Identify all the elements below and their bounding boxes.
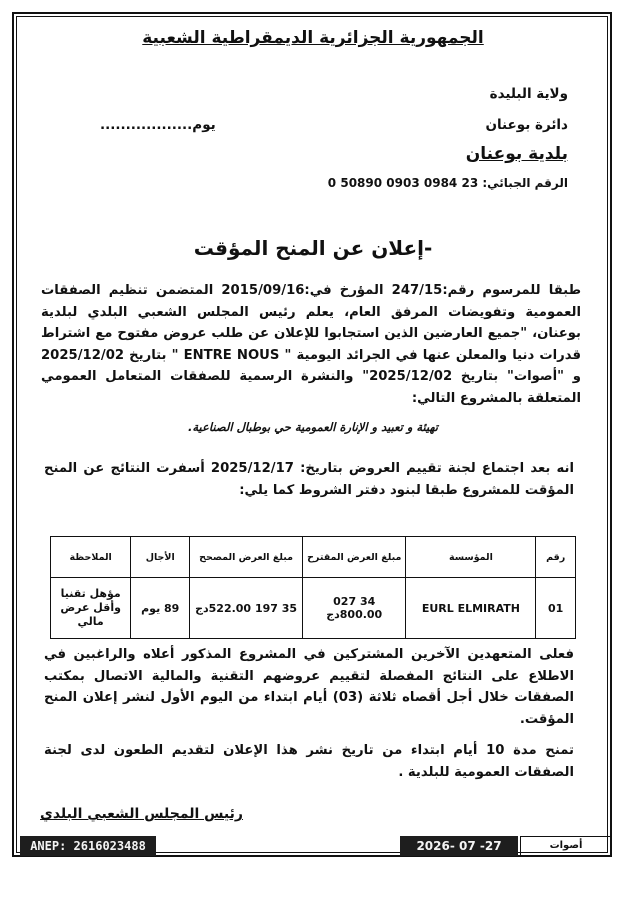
project-name: تهيئة و تعبيد و الإنارة العمومية حي بوطبال الصناعية.: [188, 420, 438, 434]
header-num: رقم: [536, 537, 576, 578]
announcement-title: -إعلان عن المنح المؤقت: [193, 236, 433, 260]
invite-paragraph: فعلى المتعهدين الآخرين المشتركين في المشروع المذكور أعلاه والراغبين في الاطلاع على النتائج المفصلة لتقييم عروضهم التقنية والمالية الاتصال بمكتب الصفقات خلال أجل أقصاه ثلاثة (03) أيام ابتداء من اليوم الأول لنشر إعلان المنح المؤقت.: [44, 647, 574, 727]
cell-note: مؤهل تقنيا وأقل عرض مالي: [51, 578, 131, 639]
deadline-paragraph: تمنح مدة 10 أيام ابتداء من تاريخ نشر هذا الإعلان لتقديم الطعون لدى لجنة الصفقات العمومية للبلدية .: [44, 743, 574, 780]
publication-date: 2026- 07 -27: [400, 836, 518, 856]
newspaper-name: أصوات: [520, 836, 612, 856]
header-delay: الأجال: [131, 537, 190, 578]
evaluation-paragraph: انه بعد اجتماع لجنة تقييم العروض بتاريخ: 2025/12/17 أسفرت النتائج عن المنح المؤقت للمشروع طبقا لبنود دفتر الشروط كما يلي:: [44, 461, 574, 498]
daira-label: دائرة بوعنان: [485, 117, 568, 133]
signature-title: رئيس المجلس الشعبي البلدي: [40, 806, 243, 822]
header-corrected: مبلغ العرض المصحح: [190, 537, 303, 578]
cell-num: 01: [536, 578, 576, 639]
day-field: يوم..................: [100, 117, 216, 133]
cell-offer: 34 027 800.00دج: [302, 578, 406, 639]
wilaya-label: ولاية البليدة: [489, 86, 568, 102]
results-table: [50, 536, 576, 639]
tax-number: الرقم الجبائي: 23 0984 0903 50890 0: [327, 176, 568, 190]
cell-corrected: 35 197 522.00دج: [190, 578, 303, 639]
cell-institution: EURL ELMIRATH: [406, 578, 536, 639]
intro-paragraph: طبقا للمرسوم رقم:247/15 المؤرخ في:2015/09/16 المتضمن تنظيم الصفقات العمومية وتفويضات المرفق العام، يعلم رئيس المجلس الشعبي البلدي لبلدية بوعنان، "جميع العارضين الذين استجابوا للإعلان عن طلب عروض مفتوح مع اشتراط قدرات دنيا والمعلن عنها في الجرائد اليومية " ENTRE NOUS " بتاريخ 2025/12/02 و "أصوات" بتاريخ 2025/12/02" والنشرة الرسمية للصفقات المتعامل العمومي المتعلقة بالمشروع التالي:: [41, 283, 581, 406]
table-row: [51, 578, 576, 639]
baladia-label: بلدية بوعنان: [465, 144, 568, 164]
anep-number: ANEP: 2616023488: [20, 836, 156, 856]
cell-delay: 89 يوم: [131, 578, 190, 639]
header-offer: مبلغ العرض المقترح: [302, 537, 406, 578]
header-institution: المؤسسة: [406, 537, 536, 578]
table-header-row: [51, 537, 576, 578]
republic-heading: الجمهورية الجزائرية الديمقراطية الشعبية: [142, 28, 484, 48]
header-note: الملاحظة: [51, 537, 131, 578]
